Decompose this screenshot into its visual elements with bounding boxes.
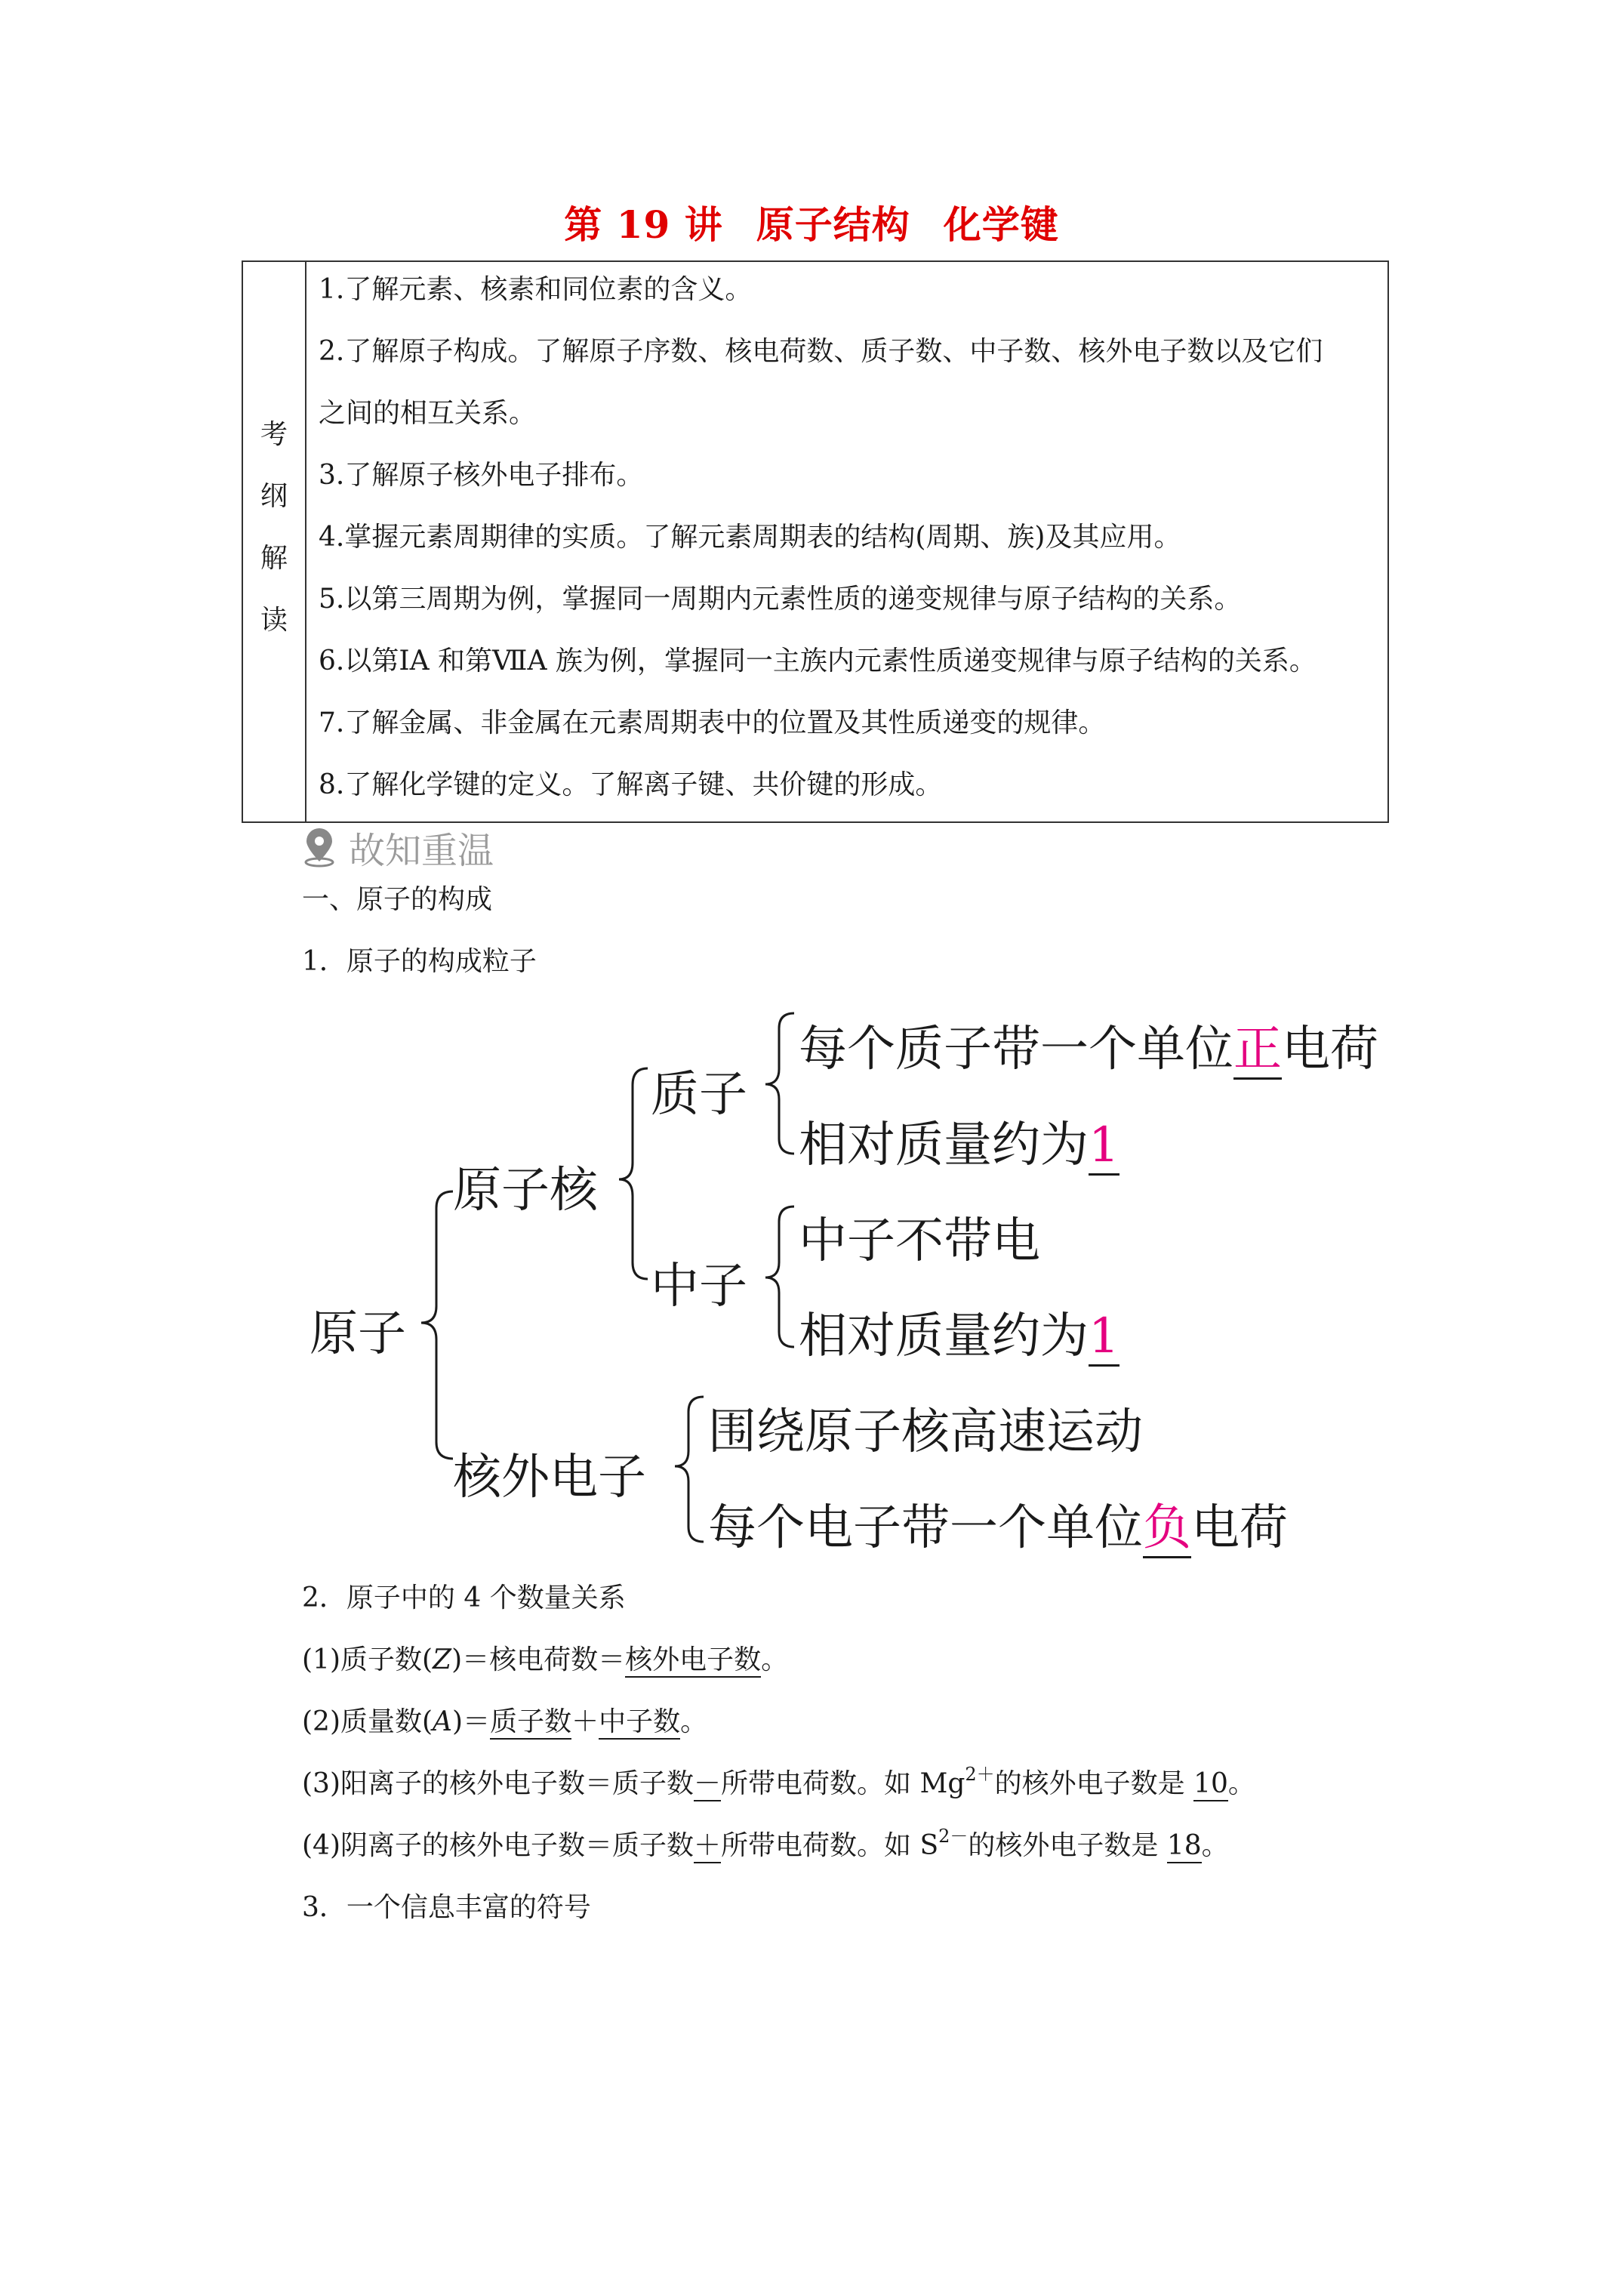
section-heading-text: 故知重温: [349, 830, 494, 872]
answer-blank: 质子数: [490, 1706, 571, 1740]
text: (3)阳离子的核外电子数＝质子数: [302, 1768, 694, 1799]
proton-mass: [799, 1106, 1119, 1176]
proton-brace: [765, 1013, 794, 1154]
text: 相对质量约为: [799, 1117, 1089, 1173]
section-title: 一、原子的构成: [302, 884, 493, 915]
text: 。: [1201, 1830, 1229, 1861]
relation-2: [302, 1700, 707, 1739]
proton-charge: [799, 1010, 1378, 1080]
tree-proton: 质子: [651, 1067, 747, 1123]
neutron-charge: 中子不带电: [799, 1213, 1040, 1269]
relation-1: [302, 1638, 788, 1677]
text: 。: [680, 1706, 708, 1737]
neutron-brace: [765, 1207, 794, 1347]
text: (1)质子数(: [302, 1644, 433, 1675]
superscript: 2＋: [965, 1764, 995, 1785]
syllabus-label-char: 考: [260, 419, 288, 450]
superscript: 2－: [938, 1826, 969, 1847]
tree-nucleus: 原子核: [453, 1163, 598, 1219]
neutron-mass: [799, 1297, 1119, 1367]
syllabus-label-char: 纲: [260, 481, 288, 512]
answer-blank: 中子数: [599, 1706, 680, 1740]
subsection-title: 3．一个信息丰富的符号: [302, 1892, 591, 1923]
answer-blank: －: [694, 1768, 721, 1801]
syllabus-label-char: 读: [260, 605, 288, 636]
subsection-title: 2．原子中的 4 个数量关系: [302, 1583, 626, 1613]
tree-electron: 核外电子: [453, 1450, 646, 1505]
syllabus-label-char: 解: [260, 543, 288, 574]
text: 每个质子带一个单位: [799, 1022, 1233, 1077]
syllabus-item: 2.了解原子构成。了解原子序数、核电荷数、质子数、中子数、核外电子数以及它们: [319, 336, 1323, 367]
answer-blank: 10: [1193, 1768, 1228, 1801]
text: (2)质量数(: [302, 1706, 433, 1737]
var: Z: [433, 1644, 452, 1675]
syllabus-item: 之间的相互关系。: [319, 398, 537, 429]
text: 所带电荷数。如 S: [721, 1830, 939, 1861]
electron-motion: 围绕原子核高速运动: [708, 1404, 1143, 1460]
text: 的核外电子数是: [968, 1830, 1167, 1861]
text: )＝: [452, 1706, 491, 1737]
electron-brace: [675, 1397, 704, 1542]
title-topic-2: 化学键: [943, 202, 1059, 247]
text: )＝核电荷数＝: [451, 1644, 626, 1675]
answer-blank: ＋: [694, 1830, 721, 1863]
text: 电荷: [1282, 1022, 1378, 1077]
syllabus-item: 5.以第三周期为例，掌握同一周期内元素性质的递变规律与原子结构的关系。: [319, 584, 1242, 615]
answer-blank: 1: [1089, 1117, 1119, 1176]
text: 。: [761, 1644, 789, 1675]
answer-blank: 正: [1233, 1022, 1282, 1080]
syllabus-item: 6.以第ⅠA 和第ⅦA 族为例，掌握同一主族内元素性质递变规律与原子结构的关系。: [319, 646, 1317, 676]
nucleus-brace: [619, 1068, 648, 1279]
tree-neutron: 中子: [651, 1259, 747, 1314]
relation-3: [302, 1762, 1255, 1801]
text: 电荷: [1191, 1500, 1288, 1556]
tree-atom: 原子: [310, 1306, 406, 1362]
answer-blank: 负: [1143, 1500, 1191, 1558]
text: ＋: [571, 1706, 599, 1737]
text: 每个电子带一个单位: [708, 1500, 1143, 1556]
var: A: [433, 1706, 453, 1737]
text: (4)阴离子的核外电子数＝质子数: [302, 1830, 694, 1861]
syllabus-item: 4.掌握元素周期律的实质。了解元素周期表的结构(周期、族)及其应用。: [319, 522, 1181, 553]
syllabus-item: 3.了解原子核外电子排布。: [319, 460, 644, 491]
title-topic-1: 原子结构: [756, 202, 910, 247]
text: 所带电荷数。如 Mg: [721, 1768, 965, 1799]
answer-blank: 核外电子数: [625, 1644, 761, 1678]
syllabus-item: 1.了解元素、核素和同位素的含义。: [319, 274, 753, 305]
answer-blank: 1: [1089, 1308, 1119, 1367]
title-number: 第 19 讲: [564, 202, 723, 247]
electron-charge: [708, 1489, 1288, 1558]
atom-brace: [421, 1191, 453, 1459]
text: 的核外电子数是: [994, 1768, 1194, 1799]
relation-4: [302, 1824, 1229, 1863]
syllabus-item: 7.了解金属、非金属在元素周期表中的位置及其性质递变的规律。: [319, 707, 1106, 738]
subsection-title: 1．原子的构成粒子: [302, 946, 537, 977]
answer-blank: 18: [1167, 1830, 1202, 1863]
text: 相对质量约为: [799, 1308, 1089, 1364]
syllabus-item: 8.了解化学键的定义。了解离子键、共价键的形成。: [319, 769, 943, 800]
text: 。: [1227, 1768, 1255, 1799]
